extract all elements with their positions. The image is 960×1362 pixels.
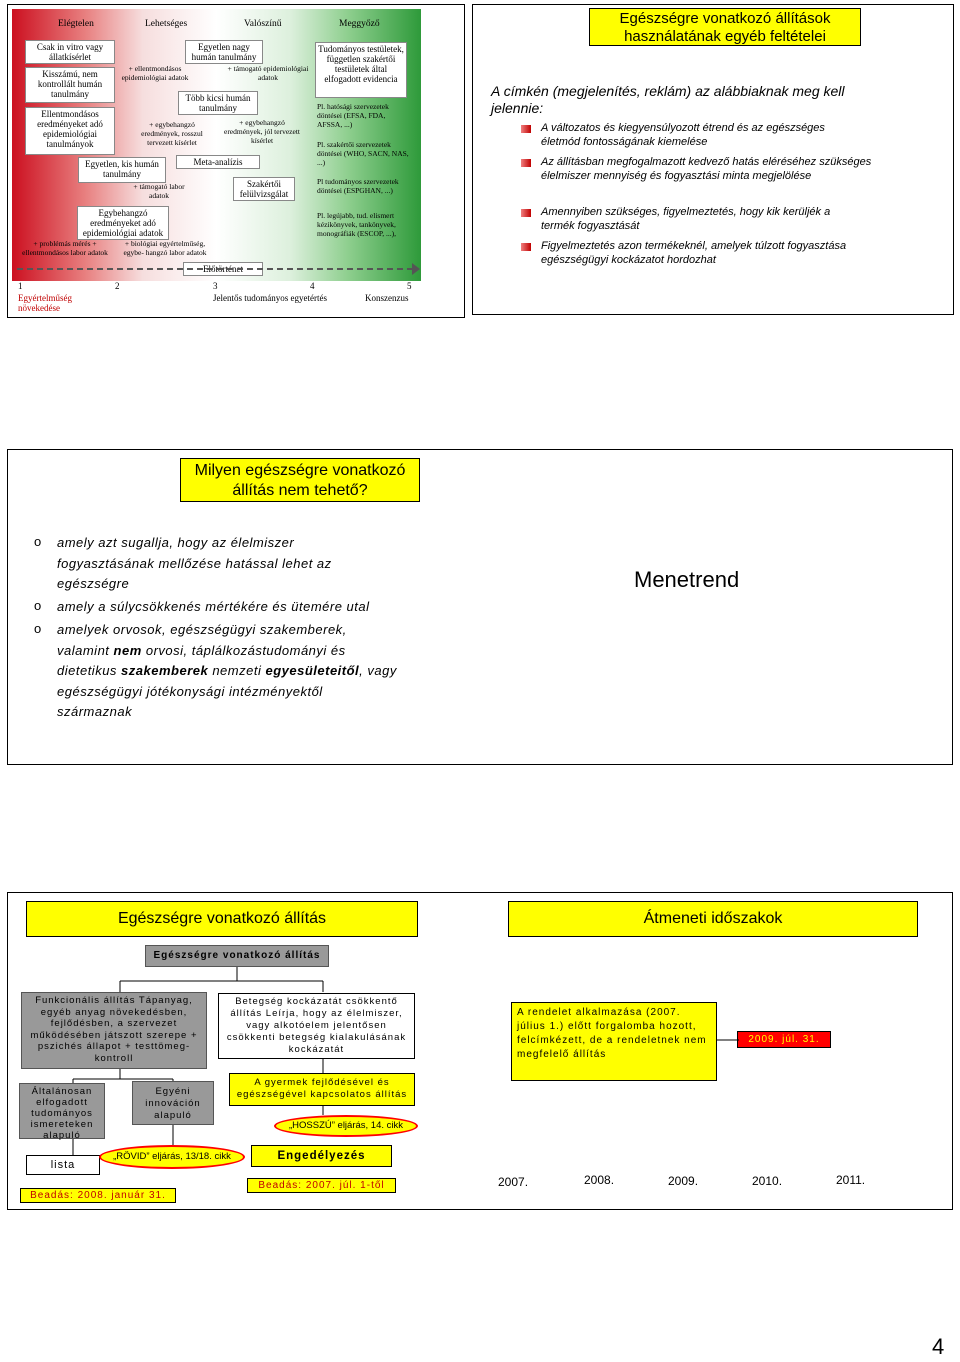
conditions-slide bbox=[472, 4, 954, 315]
scale-number-1: 1 bbox=[18, 281, 23, 291]
label-jelentos-egyetertes: Jelentős tudományos egyetértés bbox=[213, 293, 327, 303]
egyeni-box: Egyéni innováción alapuló bbox=[132, 1081, 214, 1125]
scale-number-2: 2 bbox=[115, 281, 120, 291]
condition-item-3: Amennyiben szükséges, figyelmeztetés, hogy kik kerüljék a termék fogyasztását bbox=[541, 206, 831, 232]
box-szakertoi: Szakértői felülvizsgálat bbox=[233, 177, 295, 201]
slide3-title: Milyen egészségre vonatkozó állítás nem tehető? bbox=[180, 458, 420, 502]
item3-text-egyesuleteitol: egyesületeitől bbox=[265, 663, 360, 678]
scale-number-5: 5 bbox=[407, 281, 412, 291]
year-label: 2009. bbox=[668, 1174, 699, 1188]
slide4-right-title: Átmeneti időszakok bbox=[508, 901, 918, 937]
slide4-left-title: Egészségre vonatkozó állítás bbox=[26, 901, 418, 937]
altalanos-box: Általánosan elfogadott tudományos ismereteken alapuló bbox=[19, 1083, 105, 1139]
year-label: 2008. bbox=[584, 1173, 615, 1187]
date-connector bbox=[717, 1038, 739, 1042]
header-valoszinu: Valószínű bbox=[244, 19, 282, 29]
header-elegtelen: Elégtelen bbox=[58, 19, 94, 29]
box-egybehangzo-epi: Egybehangzó eredményeket adó epidemiológiai adatok bbox=[77, 206, 169, 240]
box-egyetlen-nagy: Egyetlen nagy humán tanulmány bbox=[185, 40, 263, 64]
claims-diagram-slide bbox=[7, 892, 953, 1210]
engedelyezes-box: Engedélyezés bbox=[251, 1145, 392, 1167]
beadas-2008-box: Beadás: 2008. január 31. bbox=[20, 1188, 176, 1203]
bullet-marker: o bbox=[34, 621, 42, 636]
prohibited-item-2: amely a súlycsökkenés mértékére és ütemére utal bbox=[57, 599, 370, 614]
schedule-title: Menetrend bbox=[634, 567, 740, 592]
slide2-title: Egészségre vonatkozó állítások használatának egyéb feltételei bbox=[589, 8, 861, 46]
prohibited-claims-slide bbox=[7, 449, 953, 765]
gyermek-box: A gyermek fejlődésével és egészségével kapcsolatos állítás bbox=[229, 1073, 415, 1106]
item3-text-nem: nem bbox=[113, 642, 142, 658]
claim-root-box: Egészségre vonatkozó állítás bbox=[145, 945, 329, 967]
box-elotortenet: Előtörténet bbox=[183, 262, 263, 276]
header-meggyozo: Meggyőző bbox=[339, 19, 380, 29]
text-legujabb: Pl. legújabb, tud. elismert kézikönyvek, tankönyvek, monográfiák (ESCOP, ...), bbox=[317, 211, 396, 238]
betegseg-box: Betegség kockázatát csökkentő állítás Leírja, hogy az élelmiszer, vagy alkotóelem jelentősen csökkenti betegség kialakulásának kockázatát bbox=[218, 993, 415, 1059]
item3-text-szakemberek: szakemberek bbox=[121, 663, 209, 678]
bullet-icon bbox=[521, 209, 531, 217]
item3-text-c: orvosi, táplálkozástudományi és dietetikus bbox=[57, 642, 346, 678]
evidence-scale-slide bbox=[7, 4, 465, 318]
prohibited-item-3 bbox=[57, 620, 397, 723]
funkcionalis-box: Funkcionális állítás Tápanyag, egyéb anyag növekedésben, fejlődésben, a szervezet működésében játszott szerepe + pszichés állapot + testtömeg-kontroll bbox=[21, 992, 207, 1069]
text-egyb-rossz: + egybehangzó eredmények, rosszul tervezett kísérlet bbox=[141, 120, 203, 147]
condition-item-4: Figyelmeztetés azon termékeknél, amelyek túlzott fogyasztása egészségügyi kockázatot hordozhat bbox=[541, 240, 847, 266]
box-tobb-kicsi: Több kicsi humán tanulmány bbox=[178, 91, 258, 115]
rendelet-box: A rendelet alkalmazása (2007. július 1.) előtt forgalomba hozott, felcímkézett, de a rendeletnek nem megfelelő állítás bbox=[511, 1002, 717, 1081]
hosszu-eljaras-oval: „HOSSZÚ” eljárás, 14. cikk bbox=[274, 1115, 418, 1137]
label-konszenzus: Konszenzus bbox=[365, 293, 409, 303]
condition-item-1: A változatos és kiegyensúlyozott étrend és az egészséges életmód fontosságának kiemelése bbox=[541, 122, 825, 148]
year-label: 2010. bbox=[752, 1174, 783, 1188]
text-problemas: + problémás mérés + ellentmondásos labor adatok bbox=[22, 239, 108, 257]
text-ellent-epi: + ellentmondásos epidemiológiai adatok bbox=[121, 64, 189, 82]
bullet-icon bbox=[521, 159, 531, 167]
beadas-2007-box: Beadás: 2007. júl. 1-től bbox=[247, 1178, 396, 1193]
bullet-icon bbox=[521, 243, 531, 251]
bullet-icon bbox=[521, 125, 531, 133]
box-egyetlen-kis: Egyetlen, kis humán tanulmány bbox=[78, 157, 166, 183]
condition-item-2: Az állításban megfogalmazott kedvező hatás eléréséhez szükséges élelmiszer mennyiség és fogyasztási minta megjelölése bbox=[541, 156, 872, 182]
text-egyb-jol: + egybehangzó eredmények, jól tervezett kísérlet bbox=[223, 118, 300, 145]
year-label: 2007. bbox=[498, 1175, 529, 1189]
box-ellentmondasos: Ellentmondásos eredményeket adó epidemiológiai tanulmányok bbox=[25, 107, 115, 155]
text-biologiai: + biológiai egyértelműség, egybe- hangzó labor adatok bbox=[123, 239, 207, 257]
bullet-marker: o bbox=[34, 534, 42, 549]
scale-arrow bbox=[12, 257, 421, 281]
box-tudomanyos-testuletek: Tudományos testületek, független szakértői testületek által elfogadott evidencia bbox=[315, 42, 407, 98]
bullet-marker: o bbox=[34, 598, 42, 613]
rovid-eljaras-oval: „RÖVID” eljárás, 13/18. cikk bbox=[99, 1145, 245, 1169]
item3-text-e: nemzeti bbox=[208, 663, 266, 678]
text-szakertoi-szerv: Pl. szakértői szervezetek döntései (WHO, SACN, NAS, ...) bbox=[317, 140, 409, 167]
scale-number-4: 4 bbox=[310, 281, 315, 291]
label-egyertelmuseg: Egyértelműség növekedése bbox=[18, 293, 72, 313]
scale-number-3: 3 bbox=[213, 281, 218, 291]
item3-text-a: amelyek orvosok, egészségügyi szakemberek, valamint bbox=[57, 622, 347, 658]
text-tamogato-labor: + támogató labor adatok bbox=[133, 182, 185, 200]
slide2-intro: A címkén (megjelenítés, reklám) az alábbiaknak meg kell jelennie: bbox=[491, 83, 845, 116]
box-kisszamu: Kisszámú, nem kontrollált humán tanulmány bbox=[25, 67, 115, 103]
text-tud-szerv: Pl tudományos szervezetek döntései (ESPGHAN, ...) bbox=[317, 177, 399, 195]
prohibited-item-1: amely azt sugallja, hogy az élelmiszer fogyasztásának mellőzése hatással lehet az egészségre bbox=[57, 535, 332, 591]
lista-box: lista bbox=[26, 1155, 100, 1175]
text-tamogato-epi: + támogató epidemiológiai adatok bbox=[227, 64, 309, 82]
page-number: 4 bbox=[932, 1334, 945, 1359]
box-meta-analizis: Meta-analízis bbox=[176, 155, 260, 169]
text-hatosagi: Pl. hatósági szervezetek döntései (EFSA, FDA, AFSSA, ...) bbox=[317, 102, 389, 129]
item3-text-g: , vagy egészségügyi jótékonysági intézményektől származnak bbox=[57, 663, 397, 719]
box-in-vitro: Csak in vitro vagy állatkísérlet bbox=[25, 40, 115, 64]
year-label: 2011. bbox=[836, 1173, 866, 1187]
date-red-box: 2009. júl. 31. bbox=[737, 1031, 831, 1048]
header-lehetseges: Lehetséges bbox=[145, 19, 188, 29]
